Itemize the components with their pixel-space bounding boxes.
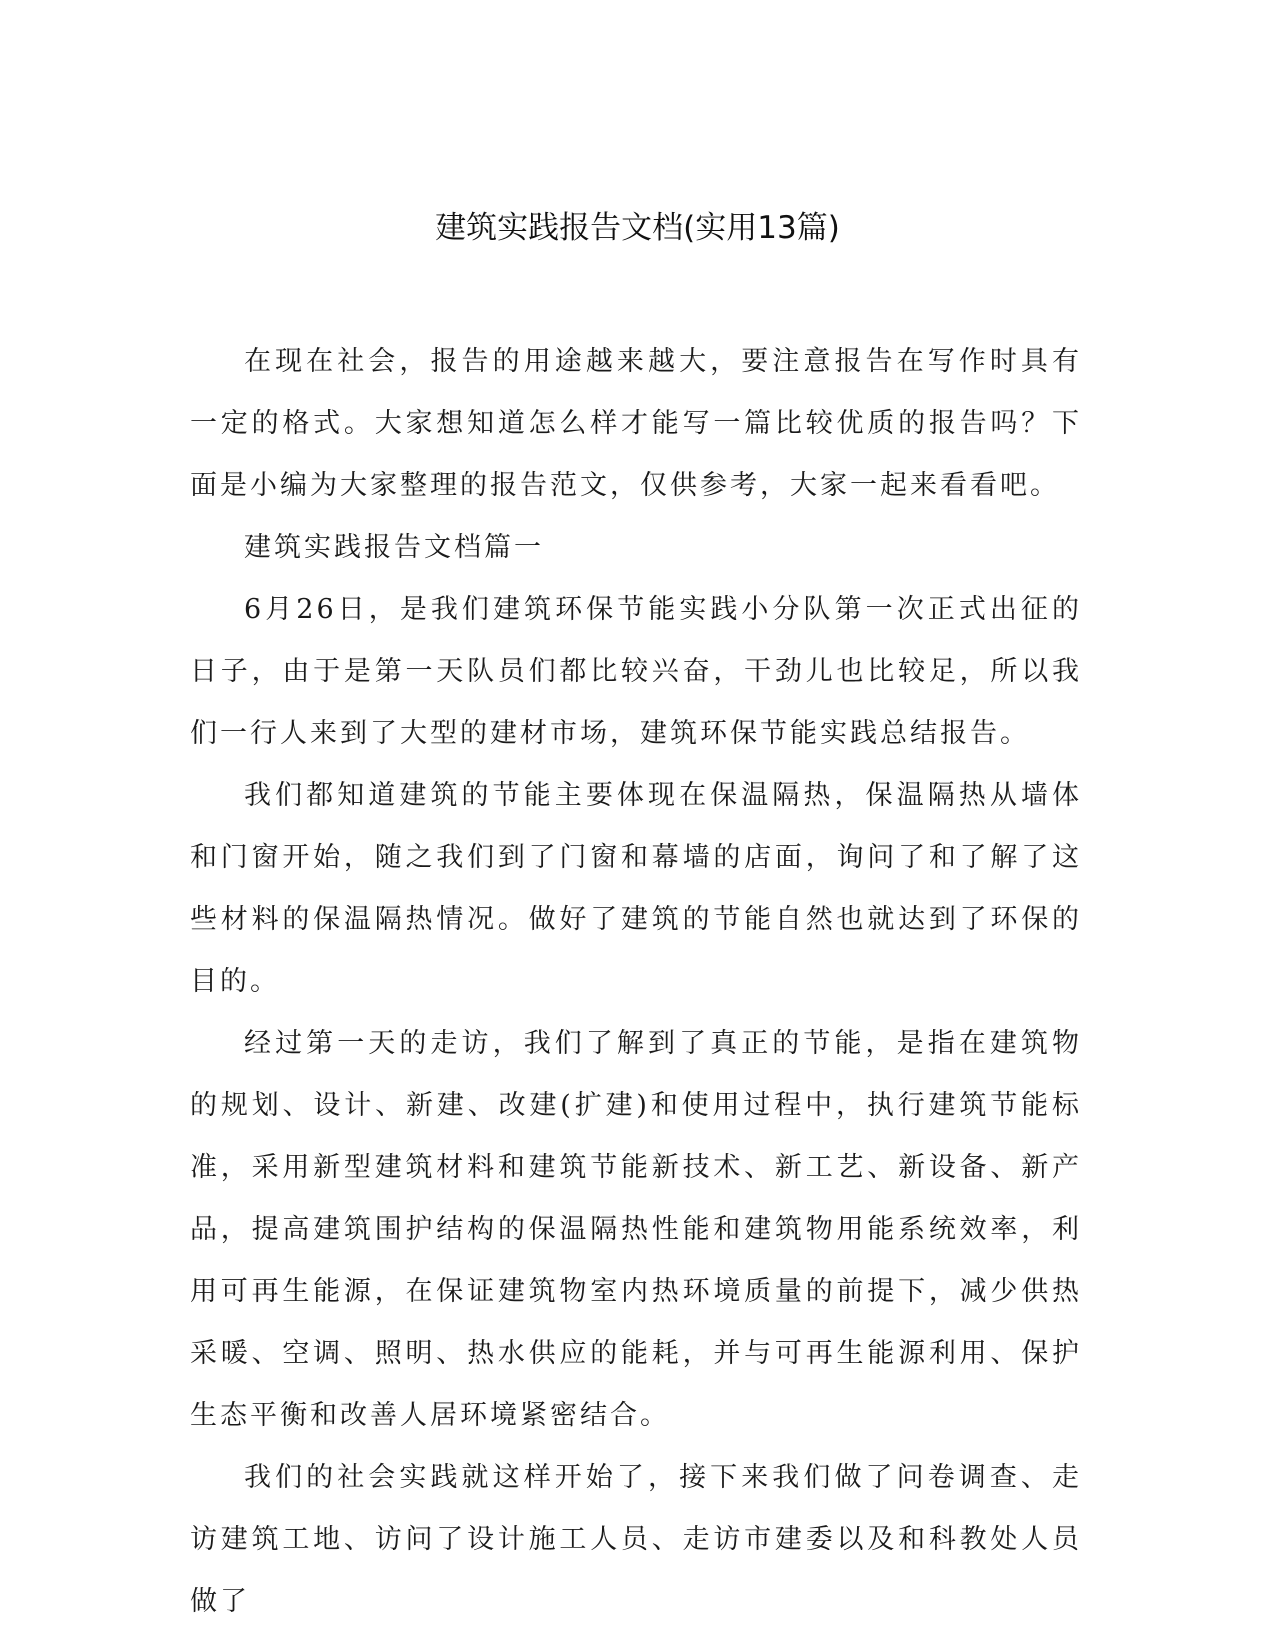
- paragraph: 经过第一天的走访，我们了解到了真正的节能，是指在建筑物的规划、设计、新建、改建(扩建)和使用过程中，执行建筑节能标准，采用新型建筑材料和建筑节能新技术、新工艺、新设备、新产品，提高建筑围护结构的保温隔热性能和建筑物用能系统效率，利用可再生能源，在保证建筑物室内热环境质量的前提下，减少供热采暖、空调、照明、热水供应的能耗，并与可再生能源利用、保护生态平衡和改善人居环境紧密结合。: [190, 1028, 1082, 1431]
- section-heading: 建筑实践报告文档篇一: [244, 532, 544, 563]
- paragraph: 我们的社会实践就这样开始了，接下来我们做了问卷调查、走访建筑工地、访问了设计施工人员、走访市建委以及和科教处人员做了: [190, 1462, 1082, 1617]
- document-title: 建筑实践报告文档(实用13篇): [435, 210, 840, 246]
- paragraph: 6月26日，是我们建筑环保节能实践小分队第一次正式出征的日子，由于是第一天队员们都比较兴奋，干劲儿也比较足，所以我们一行人来到了大型的建材市场，建筑环保节能实践总结报告。: [190, 594, 1082, 749]
- paragraph-intro: 在现在社会，报告的用途越来越大，要注意报告在写作时具有一定的格式。大家想知道怎么样才能写一篇比较优质的报告吗？下面是小编为大家整理的报告范文，仅供参考，大家一起来看看吧。: [190, 346, 1082, 501]
- document-body: [190, 331, 1082, 1633]
- paragraph: 我们都知道建筑的节能主要体现在保温隔热，保温隔热从墙体和门窗开始，随之我们到了门窗和幕墙的店面，询问了和了解了这些材料的保温隔热情况。做好了建筑的节能自然也就达到了环保的目的。: [190, 780, 1082, 997]
